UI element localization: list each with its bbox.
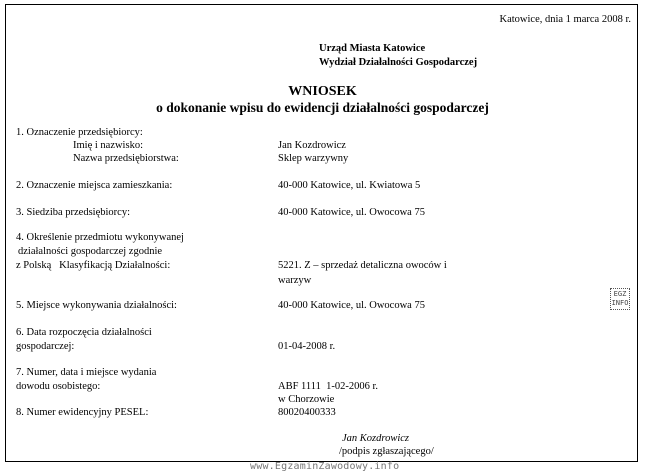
stamp-line2: INFO (611, 299, 629, 307)
document-subtitle: o dokonanie wpisu do ewidencji działalności gospodarczej (156, 100, 489, 115)
watermark-url: www.EgzaminZawodowy.info (250, 461, 400, 472)
section-7-value-line1: ABF 1111 1-02-2006 r. (278, 381, 379, 392)
section-5-label: 5. Miejsce wykonywania działalności: (16, 300, 177, 311)
office-department: Wydział Działalności Gospodarczej (319, 57, 478, 68)
section-6-value: 01-04-2008 r. (278, 341, 336, 352)
section-6-label-line1: 6. Data rozpoczęcia działalności (16, 327, 152, 338)
section-2-label: 2. Oznaczenie miejsca zamieszkania: (16, 180, 173, 191)
signature-caption: /podpis zgłaszającego/ (339, 446, 434, 457)
office-name: Urząd Miasta Katowice (319, 43, 426, 54)
section-6-label-line2: gospodarczej: (16, 341, 75, 352)
section-2-value: 40-000 Katowice, ul. Kwiatowa 5 (278, 180, 421, 191)
company-label: Nazwa przedsiębiorstwa: (73, 153, 179, 164)
section-4-label-line2: działalności gospodarczej zgodnie (18, 246, 163, 257)
section-4-label-line3: z Polską Klasyfikacją Działalności: (16, 260, 171, 271)
section-4-label-line1: 4. Określenie przedmiotu wykonywanej (16, 232, 184, 243)
section-7-value-line2: w Chorzowie (278, 394, 335, 405)
recipient-office (319, 42, 477, 70)
place-and-date: Katowice, dnia 1 marca 2008 r. (499, 14, 631, 25)
section-8-value: 80020400333 (278, 407, 336, 418)
section-3-value: 40-000 Katowice, ul. Owocowa 75 (278, 207, 425, 218)
section-8-label: 8. Numer ewidencyjny PESEL: (16, 407, 149, 418)
company-value: Sklep warzywny (278, 153, 349, 164)
section-1-label: 1. Oznaczenie przedsiębiorcy: (16, 127, 143, 138)
document-title: WNIOSEK (288, 84, 357, 99)
name-label: Imię i nazwisko: (73, 140, 143, 151)
stamp-line1: EGZ (613, 290, 627, 298)
section-3-label: 3. Siedziba przedsiębiorcy: (16, 207, 131, 218)
name-value: Jan Kozdrowicz (278, 140, 346, 151)
section-4-value-line2: warzyw (278, 275, 312, 286)
application-document (5, 4, 638, 462)
signature-name: Jan Kozdrowicz (342, 433, 409, 444)
info-stamp-icon (610, 288, 630, 310)
section-4-value-line1: 5221. Z – sprzedaż detaliczna owoców i (278, 260, 447, 271)
section-7-label-line2: dowodu osobistego: (16, 381, 101, 392)
section-7-label-line1: 7. Numer, data i miejsce wydania (16, 367, 157, 378)
section-5-value: 40-000 Katowice, ul. Owocowa 75 (278, 300, 425, 311)
